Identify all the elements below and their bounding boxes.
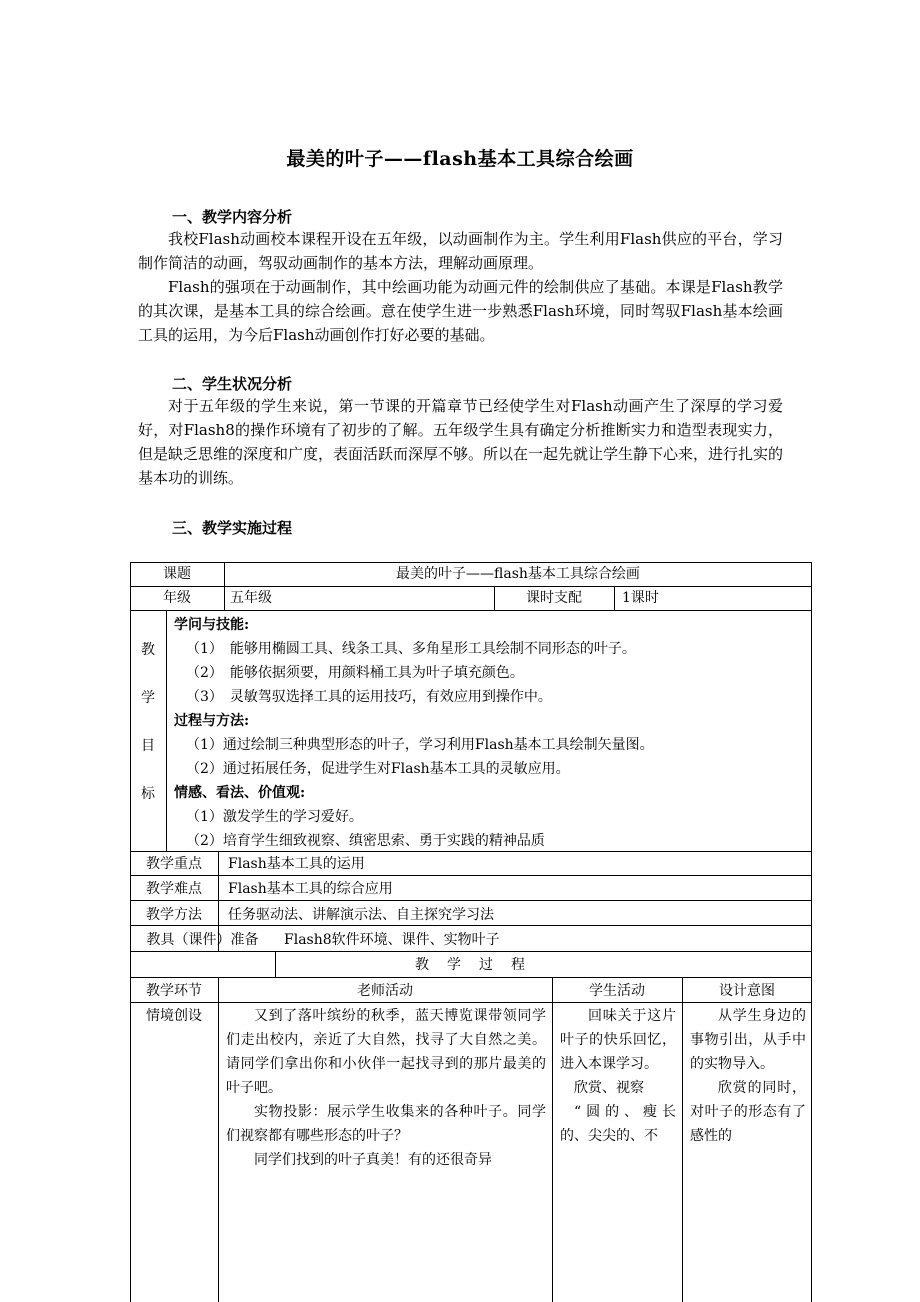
goal-item: （1）通过绘制三种典型形态的叶子，学习利用Flash基本工具绘制矢量图。 xyxy=(186,737,654,753)
topic-value: 最美的叶子——flash基本工具综合绘画 xyxy=(396,566,640,582)
paragraph: Flash的强项在于动画制作，其中绘画功能为动画元件的绘制供应了基础。本课是Flash教学的其次课，是基本工具的综合绘画。意在使学生进一步熟悉Flash环境，同时驾驭Flash基本绘画工具的运用，为今后Flash动画创作打好必要的基础。 xyxy=(138,278,783,344)
process-header-intent: 设计意图 xyxy=(719,983,775,999)
goals-label-char: 学 xyxy=(141,690,155,706)
process-header-stage: 教学环节 xyxy=(146,983,202,999)
process-title: 教 学 过 程 xyxy=(415,957,527,973)
goal-item: （1）激发学生的学习爱好。 xyxy=(186,809,363,825)
difficulty-label: 教学难点 xyxy=(146,881,202,897)
topic-label: 课题 xyxy=(163,566,191,582)
section-heading-students: 二、学生状况分析 xyxy=(172,375,293,393)
lesson-plan-table xyxy=(130,562,812,1302)
grade-label: 年级 xyxy=(163,590,191,606)
tools-label: 教具（课件）准备 xyxy=(146,932,259,948)
key-value: Flash基本工具的运用 xyxy=(228,856,365,872)
goal-item: （2） 能够依据须要，用颜料桶工具为叶子填充颜色。 xyxy=(186,665,524,681)
paragraph: 我校Flash动画校本课程开设在五年级，以动画制作为主。学生利用Flash供应的平台，学习制作简洁的动画，驾驭动画制作的基本方法，理解动画原理。 xyxy=(138,230,783,272)
goals-label-char: 目 xyxy=(141,738,155,754)
section-students-body xyxy=(138,394,783,490)
goal-item: （2）通过拓展任务，促进学生对Flash基本工具的灵敏应用。 xyxy=(186,761,570,777)
method-value: 任务驱动法、讲解演示法、自主探究学习法 xyxy=(228,907,494,923)
goal-item: （3） 灵敏驾驭选择工具的运用技巧，有效应用到操作中。 xyxy=(186,689,552,705)
goals-heading-emotion: 情感、看法、价值观: xyxy=(174,785,306,801)
teacher-activity-text: 实物投影：展示学生收集来的各种叶子。同学们视察都有哪些形态的叶子？ xyxy=(226,1104,546,1144)
teacher-activity xyxy=(226,1004,546,1172)
goals-heading-process: 过程与方法: xyxy=(174,713,250,729)
tools-value: Flash8软件环境、课件、实物叶子 xyxy=(284,932,500,948)
goal-item: （1） 能够用椭圆工具、线条工具、多角星形工具绘制不同形态的叶子。 xyxy=(186,641,636,657)
design-intent-text: 欣赏的同时，对叶子的形态有了感性的 xyxy=(690,1080,806,1144)
key-label: 教学重点 xyxy=(146,856,202,872)
goals-label-char: 教 xyxy=(141,642,155,658)
goals-label-char: 标 xyxy=(141,786,155,802)
goal-item: （2）培育学生细致视察、缜密思索、勇于实践的精神品质 xyxy=(186,833,545,849)
process-stage: 情境创设 xyxy=(146,1008,202,1024)
difficulty-value: Flash基本工具的综合应用 xyxy=(228,881,393,897)
process-header-student: 学生活动 xyxy=(589,983,645,999)
student-activity-text: “圆的、瘦长的、尖尖的、不 xyxy=(560,1104,676,1144)
document-title: 最美的叶子——flash基本工具综合绘画 xyxy=(286,148,634,170)
student-activity-text: 欣赏、视察 xyxy=(574,1080,644,1096)
teacher-activity-text: 同学们找到的叶子真美！有的还很奇异 xyxy=(254,1152,492,1168)
paragraph: 对于五年级的学生来说，第一节课的开篇章节已经使学生对Flash动画产生了深厚的学习爱好，对Flash8的操作环境有了初步的了解。五年级学生具有确定分析推断实力和造型表现实力，但是缺乏思维的深度和广度，表面活跃而深厚不够。所以在一起先就让学生静下心来，进行扎实的基本功的训练。 xyxy=(138,397,784,487)
design-intent-text: 从学生身边的事物引出，从手中的实物导入。 xyxy=(690,1008,806,1072)
goals-heading-knowledge: 学问与技能: xyxy=(174,617,250,633)
hours-label: 课时支配 xyxy=(526,590,582,606)
section-heading-content: 一、教学内容分析 xyxy=(172,208,293,226)
design-intent xyxy=(690,1004,806,1148)
method-label: 教学方法 xyxy=(146,907,202,923)
grade-value: 五年级 xyxy=(230,590,272,606)
hours-value: 1课时 xyxy=(622,590,659,606)
student-activity-text: 回味关于这片叶子的快乐回忆，进入本课学习。 xyxy=(560,1008,676,1072)
section-heading-process: 三、教学实施过程 xyxy=(172,519,293,537)
process-header-teacher: 老师活动 xyxy=(357,983,413,999)
section-content-body xyxy=(138,227,783,347)
student-activity xyxy=(560,1004,676,1148)
teacher-activity-text: 又到了落叶缤纷的秋季，蓝天博览课带领同学们走出校内，亲近了大自然，找寻了大自然之美。请同学们拿出你和小伙伴一起找寻到的那片最美的叶子吧。 xyxy=(226,1008,546,1096)
